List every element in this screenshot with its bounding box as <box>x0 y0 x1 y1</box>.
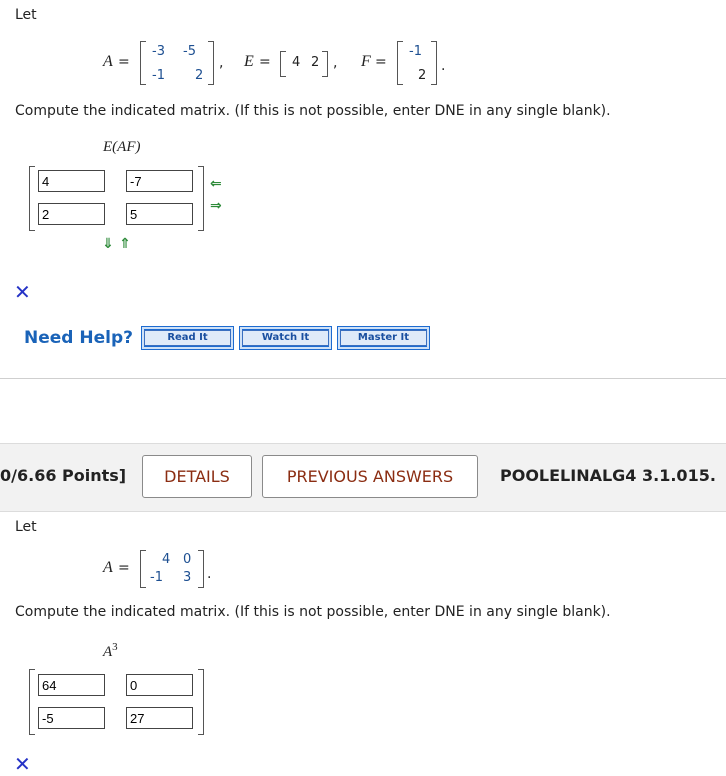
watch-it-label: Watch It <box>242 330 329 346</box>
read-it-label: Read It <box>144 330 231 346</box>
q2-expression-exponent: 3 <box>112 641 118 653</box>
q1-matrix-a-eq: = <box>118 54 130 70</box>
watch-it-button[interactable] <box>240 327 331 349</box>
q1-matrix-a-right-bracket <box>208 41 214 85</box>
q1-matrix-a-cell: -5 <box>183 44 196 59</box>
q2-answer-r1c1[interactable] <box>38 674 105 696</box>
q2-matrix-a-name: A <box>103 559 113 576</box>
need-help-label: Need Help? <box>24 328 133 348</box>
q1-matrix-f-name: F <box>361 53 371 70</box>
q2-matrix-a-cell: 0 <box>183 552 192 567</box>
q2-matrix-a-cell: 3 <box>183 570 192 585</box>
q1-matrix-a-name: A <box>103 53 113 70</box>
q1-matrix-f-eq: = <box>375 54 387 70</box>
q1-matrix-e-cell: 2 <box>311 55 320 70</box>
details-button[interactable] <box>142 455 252 498</box>
q1-matrix-e-eq: = <box>259 54 271 70</box>
q1-instruction: Compute the indicated matrix. (If this is not possible, enter DNE in any single blank). <box>15 103 611 119</box>
q1-matrix-a-cell: 2 <box>195 68 204 83</box>
q2-matrix-a-left-bracket <box>140 550 146 588</box>
q2-incorrect-x-icon: ✕ <box>14 752 31 776</box>
divider <box>0 378 726 379</box>
previous-answers-label: PREVIOUS ANSWERS <box>286 467 454 486</box>
q1-matrix-a-cell: -3 <box>152 44 165 59</box>
master-it-button[interactable] <box>338 327 429 349</box>
q2-instruction: Compute the indicated matrix. (If this is not possible, enter DNE in any single blank). <box>15 604 611 620</box>
q1-answer-r2c1[interactable] <box>38 203 105 225</box>
read-it-button[interactable] <box>142 327 233 349</box>
q2-points: 0/6.66 Points] <box>0 466 127 485</box>
q1-matrix-a-left-bracket <box>140 41 146 85</box>
q2-answer-r1c2[interactable] <box>126 674 193 696</box>
q1-answer-right-bracket <box>198 166 204 231</box>
details-label: DETAILS <box>164 467 230 486</box>
remove-column-arrow-icon[interactable]: ⇐ <box>210 176 222 192</box>
q1-matrix-e-right-bracket <box>322 51 328 77</box>
q1-comma: , <box>219 55 224 71</box>
q1-matrix-e-name: E <box>244 53 254 70</box>
q2-matrix-a-cell: 4 <box>162 552 171 567</box>
q2-problem-id: POOLELINALG4 3.1.015. <box>500 466 716 485</box>
q2-answer-left-bracket <box>29 669 35 735</box>
q1-comma: , <box>333 55 338 71</box>
q2-let-label: Let <box>15 519 37 535</box>
q1-let-label: Let <box>15 7 37 23</box>
q1-period: . <box>441 58 446 74</box>
q2-answer-r2c1[interactable] <box>38 707 105 729</box>
q1-matrix-f-left-bracket <box>397 41 403 85</box>
q2-matrix-a-eq: = <box>118 560 130 576</box>
q1-expression: E(AF) <box>103 139 141 155</box>
master-it-label: Master It <box>340 330 427 346</box>
q1-matrix-f-cell: -1 <box>409 44 422 59</box>
q1-matrix-f-cell: 2 <box>418 68 427 83</box>
previous-answers-button[interactable] <box>262 455 478 498</box>
remove-row-arrow-icon[interactable]: ⇑ <box>119 236 131 252</box>
q2-answer-right-bracket <box>198 669 204 735</box>
q1-matrix-f-right-bracket <box>431 41 437 85</box>
q1-incorrect-x-icon: ✕ <box>14 280 31 304</box>
q1-matrix-e-left-bracket <box>280 51 286 77</box>
q1-answer-r1c1[interactable] <box>38 170 105 192</box>
q1-answer-r1c2[interactable] <box>126 170 193 192</box>
q1-matrix-e-cell: 4 <box>292 55 301 70</box>
add-row-arrow-icon[interactable]: ⇓ <box>102 236 114 252</box>
q2-matrix-a-cell: -1 <box>150 570 163 585</box>
q1-matrix-a-cell: -1 <box>152 68 165 83</box>
q2-period: . <box>207 566 212 582</box>
q2-matrix-a-right-bracket <box>198 550 204 588</box>
q2-expression-base: A <box>103 644 113 660</box>
q1-answer-r2c2[interactable] <box>126 203 193 225</box>
q1-answer-left-bracket <box>29 166 35 231</box>
add-column-arrow-icon[interactable]: ⇒ <box>210 198 222 214</box>
q2-expression <box>103 641 118 661</box>
q2-answer-r2c2[interactable] <box>126 707 193 729</box>
